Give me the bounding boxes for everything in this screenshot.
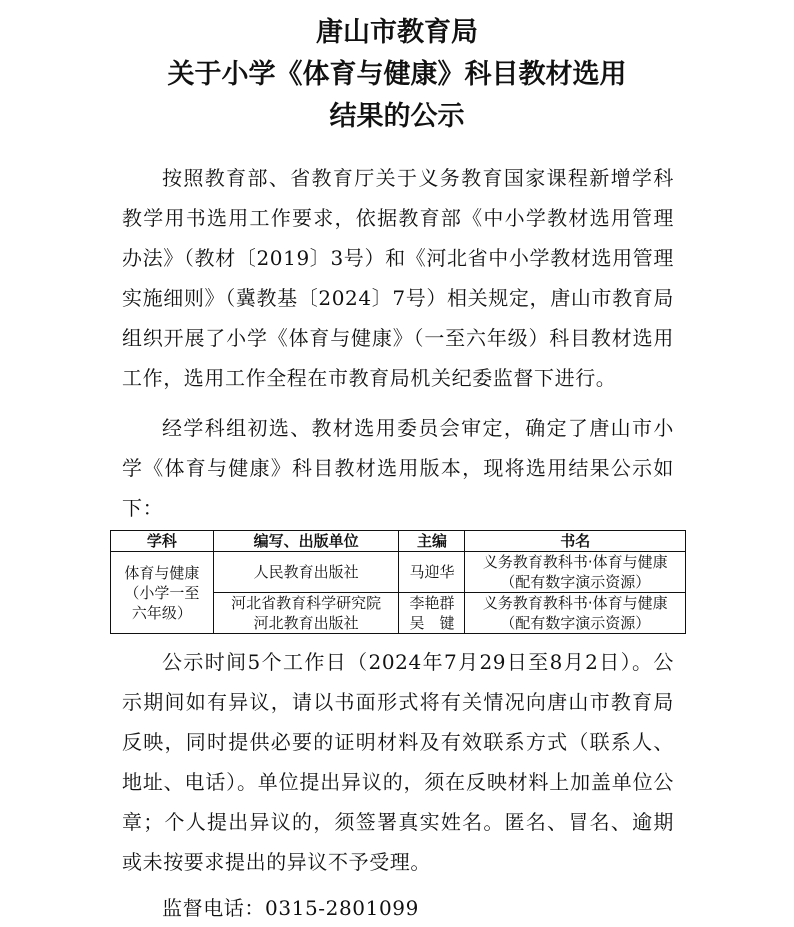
paragraph-basis: 按照教育部、省教育厅关于义务教育国家课程新增学科教学用书选用工作要求，依据教育部《中小学教材选用管理办法》（教材〔2019〕3号）和《河北省中小学教材选用管理实施细则》（冀教基〔2024〕7号）相关规定，唐山市教育局组织开展了小学《体育与健康》（一至六年级）科目教材选用工作，选用工作全程在市教育局机关纪委监督下进行。 <box>122 166 674 390</box>
cell-publisher: 河北省教育科学研究院 河北教育出版社 <box>213 593 399 634</box>
paragraph-publicity-notice: 公示时间5个工作日（2024年7月29日至8月2日）。公示期间如有异议，请以书面形式将有关情况向唐山市教育局反映，同时提供必要的证明材料及有效联系方式（联系人、地址、电话）。单位提出异议的，须在反映材料上加盖单位公章；个人提出异议的，须签署真实姓名。匿名、冒名、逾期或未按要求提出的异议不予受理。 <box>122 650 674 874</box>
header-editor: 主编 <box>399 531 465 552</box>
supervision-phone: 监督电话：0315-2801099 <box>162 896 419 920</box>
table-header-row <box>111 531 686 552</box>
cell-book-title: 义务教育教科书·体育与健康 （配有数字演示资源） <box>465 593 686 634</box>
title-line-2: 关于小学《体育与健康》科目教材选用 <box>167 59 627 90</box>
title-line-3: 结果的公示 <box>329 101 465 132</box>
textbook-selection-table <box>110 530 686 634</box>
header-subject: 学科 <box>111 531 214 552</box>
cell-subject: 体育与健康 （小学一至 六年级） <box>111 552 214 634</box>
header-publisher: 编写、出版单位 <box>213 531 399 552</box>
title-line-1: 唐山市教育局 <box>316 17 478 48</box>
paragraph-result-intro: 经学科组初选、教材选用委员会审定，确定了唐山市小学《体育与健康》科目教材选用版本，现将选用结果公示如下： <box>122 416 674 520</box>
header-book-title: 书名 <box>465 531 686 552</box>
cell-publisher: 人民教育出版社 <box>213 552 399 593</box>
cell-editor: 李艳群 吴 键 <box>399 593 465 634</box>
cell-editor: 马迎华 <box>399 552 465 593</box>
table-row <box>111 552 686 593</box>
cell-book-title: 义务教育教科书·体育与健康 （配有数字演示资源） <box>465 552 686 593</box>
